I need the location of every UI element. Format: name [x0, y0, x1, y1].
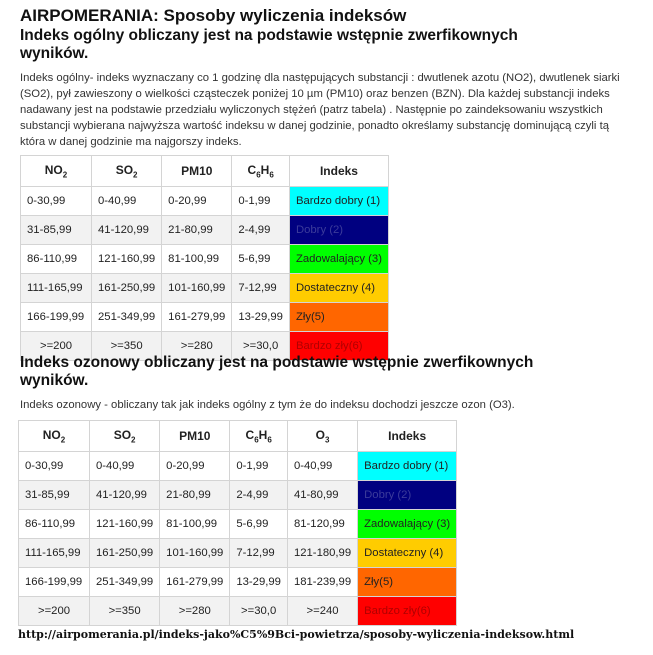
table-row — [19, 568, 457, 597]
table-cell: 251-349,99 — [90, 568, 160, 597]
column-header: $NO_2$ — [19, 421, 90, 452]
table-cell: 21-80,99 — [160, 481, 230, 510]
table-cell: 166-199,99 — [19, 568, 90, 597]
table-cell: >=350 — [90, 597, 160, 626]
table-cell: 111-165,99 — [21, 274, 92, 303]
table-cell: 251-349,99 — [92, 303, 162, 332]
table-row — [21, 216, 389, 245]
general-index-heading: Indeks ogólny obliczany jest na podstawie wstępnie zwerfikownych wyników. — [20, 27, 518, 62]
table-cell: 31-85,99 — [19, 481, 90, 510]
table-cell: 161-250,99 — [92, 274, 162, 303]
column-header: PM10 — [162, 156, 232, 187]
table-cell: 13-29,99 — [230, 568, 288, 597]
table-cell: 5-6,99 — [232, 245, 290, 274]
table-cell: 86-110,99 — [19, 510, 90, 539]
table-cell: 41-120,99 — [92, 216, 162, 245]
table-cell: 161-279,99 — [162, 303, 232, 332]
column-header: $NO_2$ — [21, 156, 92, 187]
table-cell: 81-120,99 — [287, 510, 357, 539]
index-level-cell: Zadowalający (3) — [289, 245, 388, 274]
table-cell: >=200 — [21, 332, 92, 361]
table-row — [19, 452, 457, 481]
column-header: Indeks — [289, 156, 388, 187]
table-cell: 81-100,99 — [162, 245, 232, 274]
table-row — [19, 597, 457, 626]
table-cell: 101-160,99 — [160, 539, 230, 568]
column-header: $C_6H_6$ — [232, 156, 290, 187]
table-header-row — [21, 156, 389, 187]
table-cell: >=350 — [92, 332, 162, 361]
table-cell: >=240 — [287, 597, 357, 626]
table-cell: 181-239,99 — [287, 568, 357, 597]
index-level-cell: Dobry (2) — [289, 216, 388, 245]
table-cell: 0-30,99 — [19, 452, 90, 481]
table-header-row — [19, 421, 457, 452]
table-row — [21, 245, 389, 274]
table-cell: 111-165,99 — [19, 539, 90, 568]
ozone-index-table — [18, 420, 457, 626]
table-cell: >=280 — [162, 332, 232, 361]
table-row — [21, 303, 389, 332]
table-cell: 41-120,99 — [90, 481, 160, 510]
table-cell: 161-250,99 — [90, 539, 160, 568]
table-cell: 7-12,99 — [232, 274, 290, 303]
table-cell: 21-80,99 — [162, 216, 232, 245]
table-row — [21, 187, 389, 216]
index-level-cell: Zły(5) — [358, 568, 457, 597]
table-cell: 2-4,99 — [232, 216, 290, 245]
index-level-cell: Bardzo zły(6) — [358, 597, 457, 626]
table-row — [19, 481, 457, 510]
index-level-cell: Dobry (2) — [358, 481, 457, 510]
column-header: Indeks — [358, 421, 457, 452]
general-index-description: Indeks ogólny- indeks wyznaczany co 1 godzinę dla następujących substancji : dwutlenek azotu (NO2), dwutlenek siarki (SO2), pył zawieszony o wielkości cząsteczek poniżej 10 µm (PM10) oraz benzen (BZN). Dla każdej substancji indeks nadawany jest na podstawie przedziału wyliczonych stężeń (patrz tabela) . Następnie po zaindeksowaniu wszystkich substancji wybierana najwyższa wartość indeksu w danej godzinie, ponadto określamy substancję dominującą czyli tą która w danej godzinie ma najgorszy indeks. — [20, 72, 620, 148]
table-cell: 0-1,99 — [232, 187, 290, 216]
table-cell: 121-180,99 — [287, 539, 357, 568]
table-cell: >=280 — [160, 597, 230, 626]
column-header: $C_6H_6$ — [230, 421, 288, 452]
table-cell: 0-20,99 — [160, 452, 230, 481]
table-cell: 0-1,99 — [230, 452, 288, 481]
table-cell: 5-6,99 — [230, 510, 288, 539]
table-cell: 81-100,99 — [160, 510, 230, 539]
table-cell: 0-40,99 — [287, 452, 357, 481]
table-row — [19, 510, 457, 539]
column-header: $O_3$ — [287, 421, 357, 452]
table-row — [21, 274, 389, 303]
page-title: AIRPOMERANIA: Sposoby wyliczenia indeksów — [20, 6, 407, 25]
table-cell: 161-279,99 — [160, 568, 230, 597]
general-index-table — [20, 155, 389, 361]
table-cell: >=200 — [19, 597, 90, 626]
table-cell: >=30,0 — [230, 597, 288, 626]
index-level-cell: Bardzo dobry (1) — [358, 452, 457, 481]
table-cell: 41-80,99 — [287, 481, 357, 510]
table-cell: 0-20,99 — [162, 187, 232, 216]
table-cell: 86-110,99 — [21, 245, 92, 274]
table-cell: 0-40,99 — [92, 187, 162, 216]
column-header: PM10 — [160, 421, 230, 452]
column-header: $SO_2$ — [92, 156, 162, 187]
table-cell: 7-12,99 — [230, 539, 288, 568]
index-level-cell: Zły(5) — [289, 303, 388, 332]
table-cell: 101-160,99 — [162, 274, 232, 303]
table-cell: 0-30,99 — [21, 187, 92, 216]
table-cell: 166-199,99 — [21, 303, 92, 332]
table-cell: 121-160,99 — [92, 245, 162, 274]
index-level-cell: Bardzo dobry (1) — [289, 187, 388, 216]
table-cell: >=30,0 — [232, 332, 290, 361]
source-url: http://airpomerania.pl/indeks-jako%C5%9Bci-powietrza/sposoby-wyliczenia-indeksow.html — [18, 628, 575, 641]
ozone-index-description: Indeks ozonowy - obliczany tak jak indeks ogólny z tym że do indeksu dochodzi jeszcze ozon (O3). — [20, 399, 515, 411]
column-header: $SO_2$ — [90, 421, 160, 452]
table-cell: 13-29,99 — [232, 303, 290, 332]
index-level-cell: Dostateczny (4) — [289, 274, 388, 303]
table-cell: 31-85,99 — [21, 216, 92, 245]
table-cell: 2-4,99 — [230, 481, 288, 510]
table-cell: 121-160,99 — [90, 510, 160, 539]
ozone-index-heading: Indeks ozonowy obliczany jest na podstawie wstępnie zwerfikownych wyników. — [20, 354, 534, 389]
table-cell: 0-40,99 — [90, 452, 160, 481]
table-row — [19, 539, 457, 568]
index-level-cell: Dostateczny (4) — [358, 539, 457, 568]
index-level-cell: Zadowalający (3) — [358, 510, 457, 539]
index-level-cell: Bardzo zły(6) — [289, 332, 388, 361]
